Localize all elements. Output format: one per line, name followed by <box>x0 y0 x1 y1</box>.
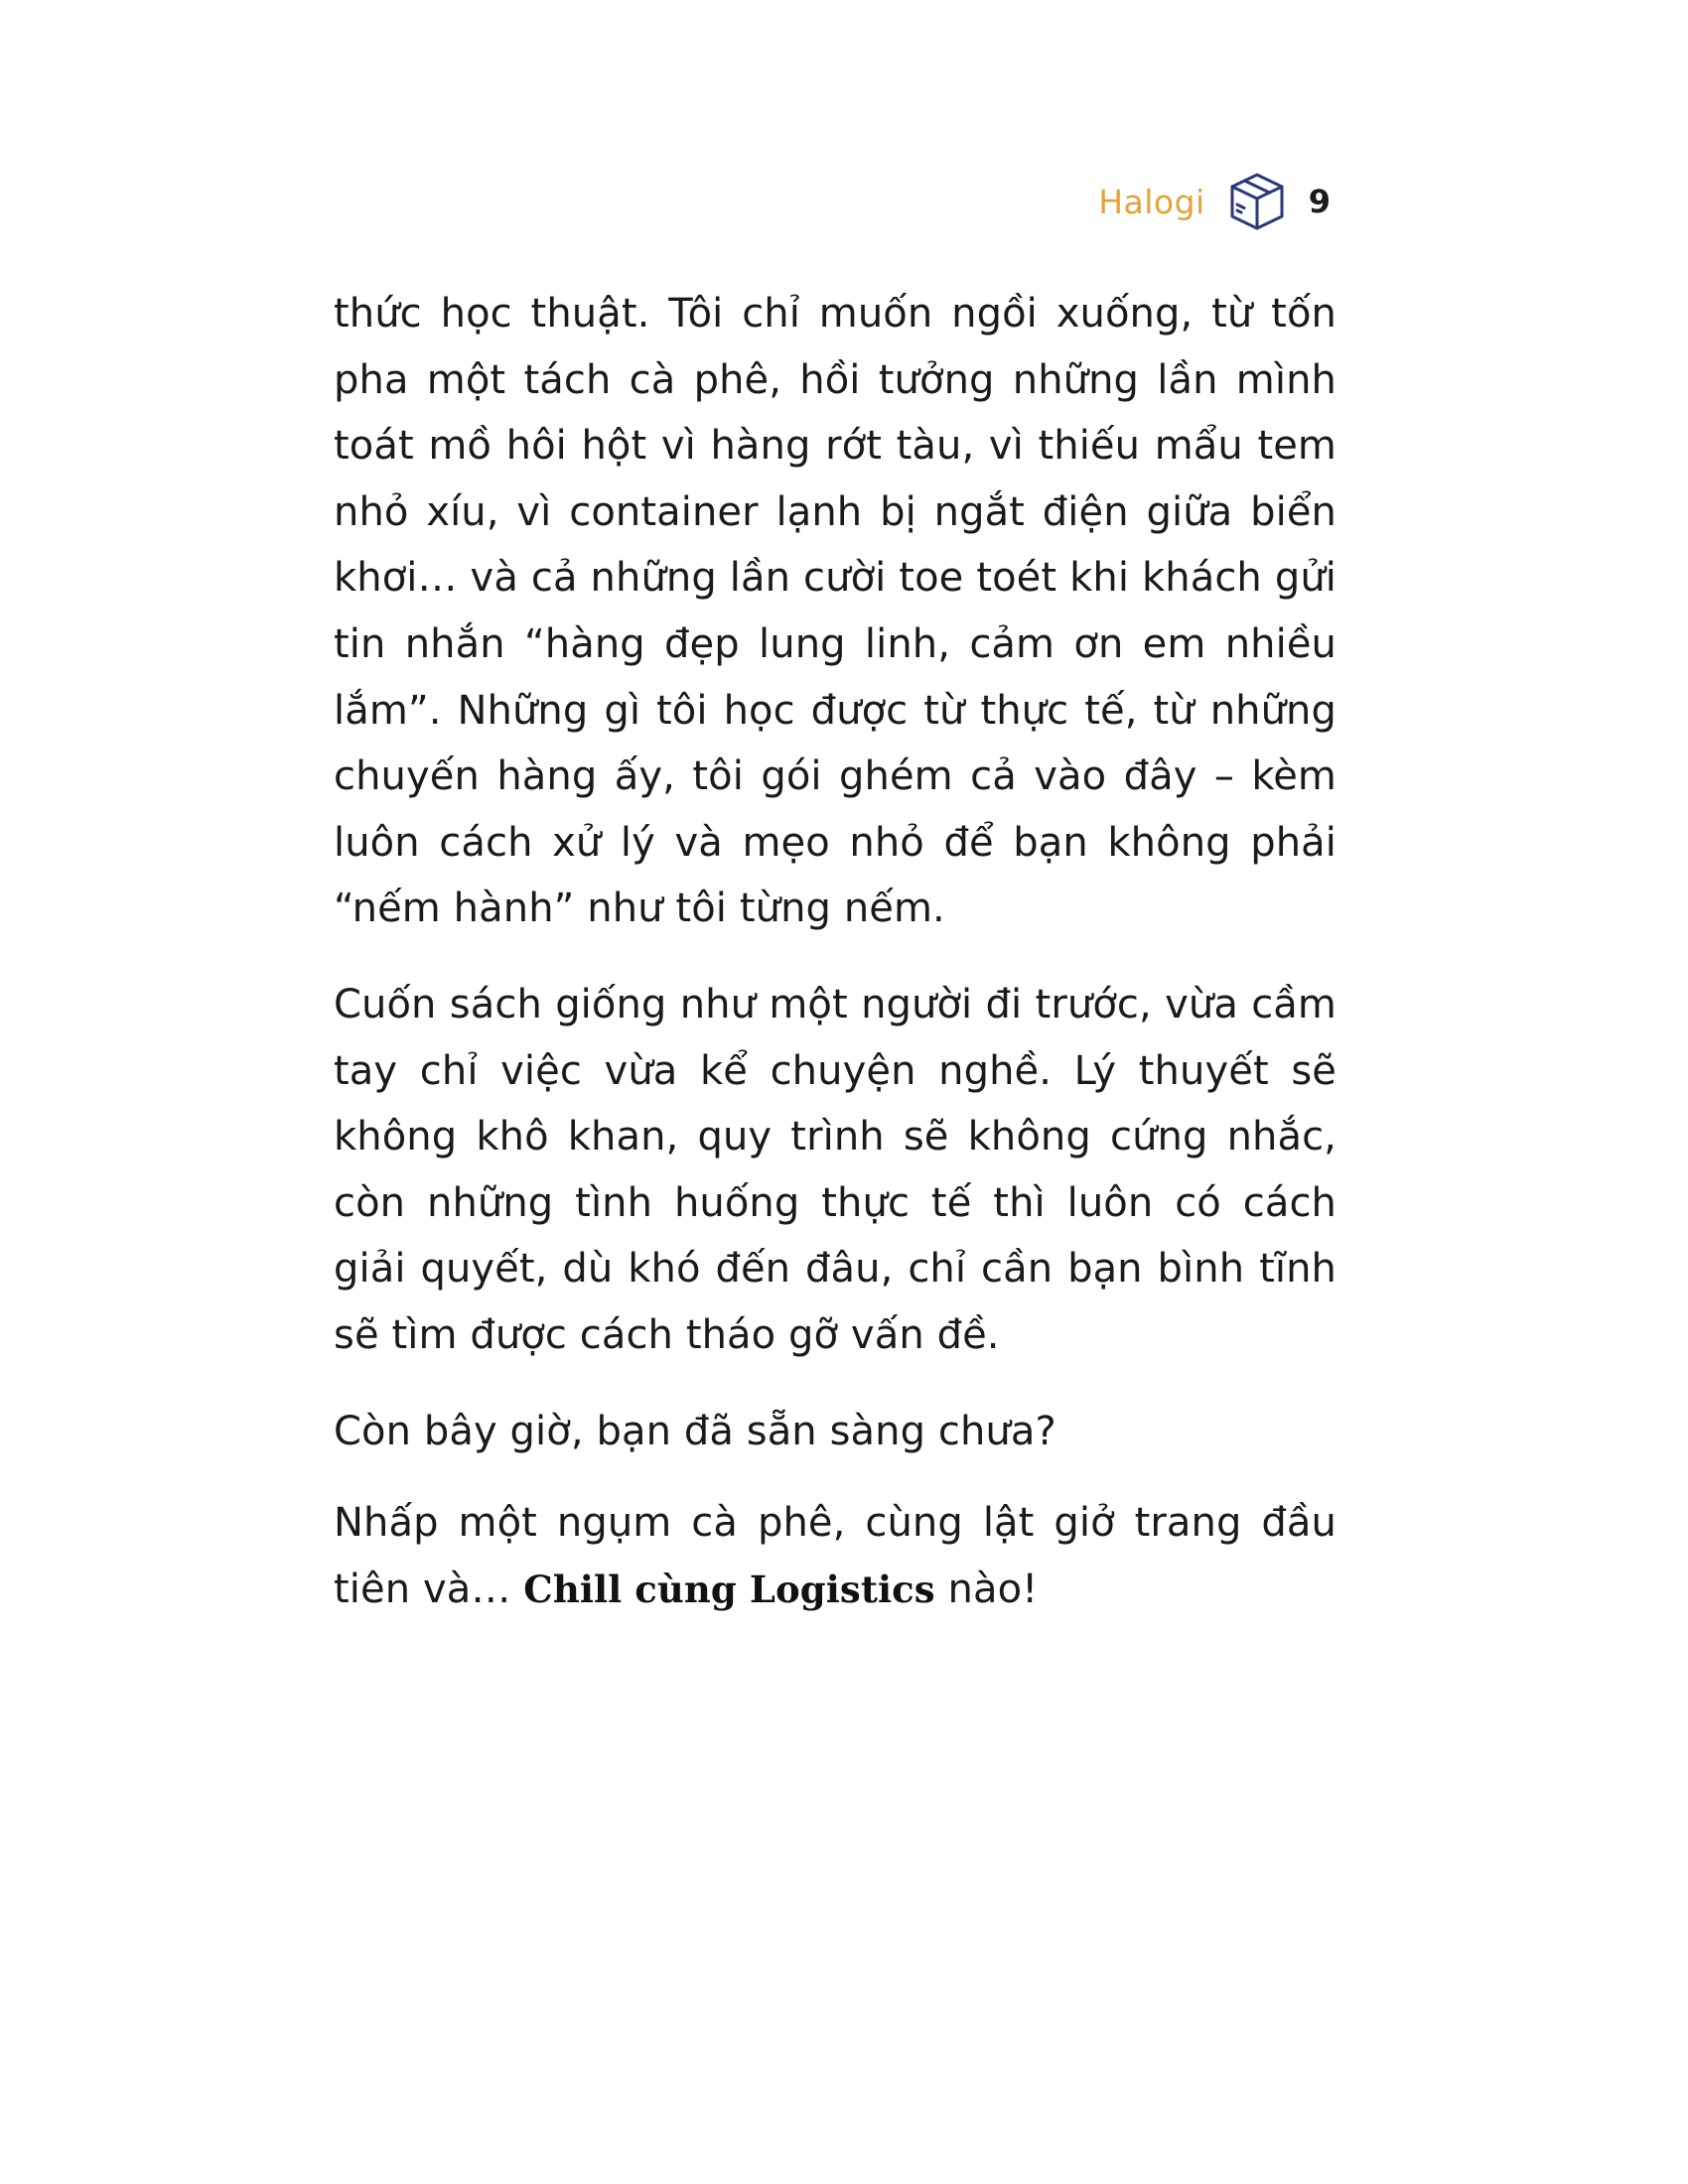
running-header <box>1098 171 1331 232</box>
book-title-emphasis: Chill cùng Logistics <box>523 1567 935 1611</box>
paragraph-2: Cuốn sách giống như một người đi trước, vừa cầm tay chỉ việc vừa kể chuyện nghề. Lý thuyết sẽ không khô khan, quy trình sẽ không cứng nhắc, còn những tình huống thực tế thì luôn có cách giải quyết, dù khó đến đâu, chỉ cần bạn bình tĩnh sẽ tìm được cách tháo gỡ vấn đề. <box>334 981 1336 1358</box>
paragraph-3: Còn bây giờ, bạn đã sẵn sàng chưa? <box>334 1408 1056 1454</box>
page-body <box>334 281 1336 1622</box>
paragraph-4-lead: Nhấp một ngụm cà phê, cùng lật giở trang đầu tiên và… <box>334 1500 1336 1612</box>
paragraph-1: thức học thuật. Tôi chỉ muốn ngồi xuống, từ tốn pha một tách cà phê, hồi tưởng những lần mình toát mồ hôi hột vì hàng rớt tàu, vì thiếu mẩu tem nhỏ xíu, vì container lạnh bị ngắt điện giữa biển khơi… và cả những lần cười toe toét khi khách gửi tin nhắn “hàng đẹp lung linh, cảm ơn em nhiều lắm”. Những gì tôi học được từ thực tế, từ những chuyến hàng ấy, tôi gói ghém cả vào đây – kèm luôn cách xử lý và mẹo nhỏ để bạn không phải “nếm hành” như tôi từng nếm. <box>334 291 1336 932</box>
package-box-icon <box>1227 171 1287 232</box>
page-number: 9 <box>1308 183 1331 220</box>
brand-name: Halogi <box>1098 182 1205 221</box>
paragraph-4 <box>334 1490 1336 1622</box>
paragraph-4-tail: nào! <box>934 1566 1039 1612</box>
